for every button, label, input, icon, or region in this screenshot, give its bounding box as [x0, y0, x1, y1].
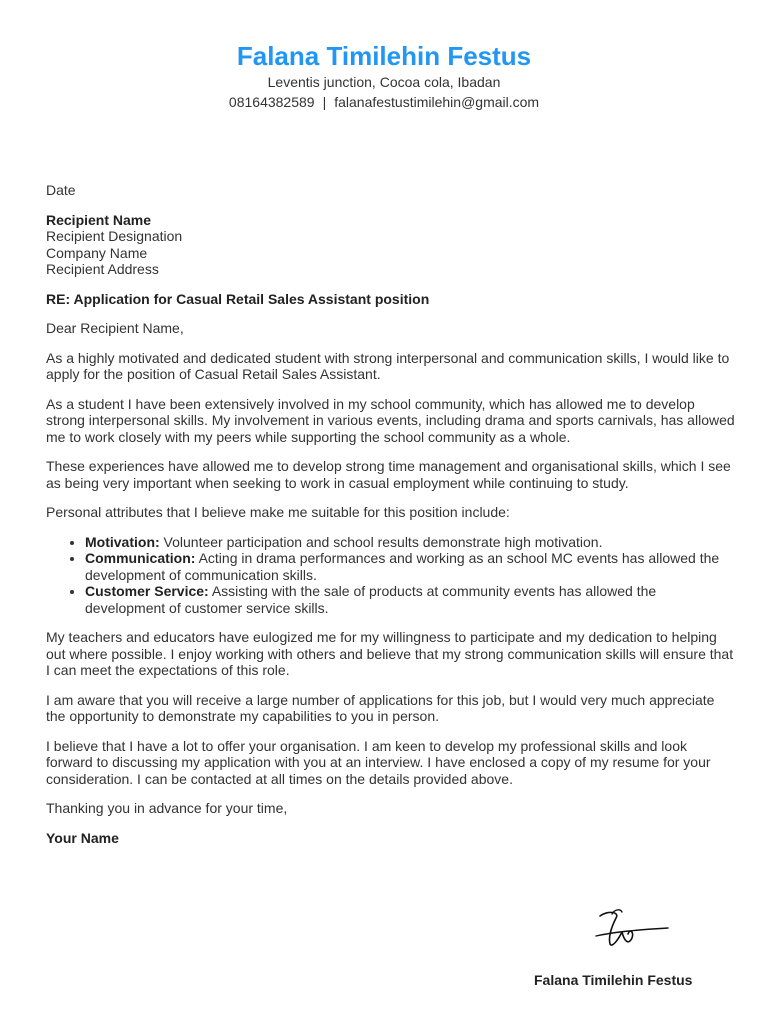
paragraph: I am aware that you will receive a large number of applications for this job, but I would very much appreciate the opportunity to demonstrate my capabilities to you in person.: [46, 691, 715, 724]
attribute-label: Customer Service:: [85, 583, 209, 599]
paragraph: These experiences have allowed me to develop strong time management and organisational skills, which I see as being very important when seeking to work in casual employment while continuing to study.: [46, 458, 731, 491]
sender-phone: 08164382589: [228, 94, 315, 110]
signed-name: Falana Timilehin Festus: [534, 972, 693, 988]
letter-date: Date: [46, 182, 76, 198]
recipient-name: Recipient Name: [46, 211, 152, 228]
paragraph: As a highly motivated and dedicated student with strong interpersonal and communication skills, I would like to apply for the position of Casual Retail Sales Assistant.: [46, 349, 730, 382]
letter-body: [46, 182, 736, 859]
paragraph: I believe that I have a lot to offer your organisation. I am keen to develop my professional skills and look forward to discussing my application with you at an interview. I have enclosed a copy of my resume for your consideration. I can be contacted at all times on the details provided above.: [46, 737, 711, 787]
recipient-designation: Recipient Designation: [46, 228, 183, 244]
letter-subject: RE: Application for Casual Retail Sales Assistant position: [46, 290, 430, 307]
recipient-address: Recipient Address: [46, 261, 159, 277]
sign-off-name: Your Name: [46, 829, 119, 846]
attribute-label: Motivation:: [85, 533, 160, 550]
recipient-company: Company Name: [46, 244, 148, 261]
recipient-block: [46, 212, 736, 278]
sender-contact: [0, 92, 768, 112]
attribute-text: Acting in drama performances and working as an school MC events has allowed the development of communication skills.: [85, 550, 720, 583]
paragraph: My teachers and educators have eulogized me for my willingness to participate and my dedication to helping out where possible. I enjoy working with others and believe that my strong communication skills will ensure that I can meet the expectations of this role.: [46, 629, 734, 678]
letter-header: [0, 40, 768, 112]
handwritten-signature: [594, 906, 674, 952]
attributes-list: [46, 534, 736, 617]
paragraph: Thanking you in advance for your time,: [46, 800, 288, 816]
list-item: [85, 534, 736, 551]
contact-separator: |: [322, 94, 327, 110]
sender-email: falanafestustimilehin@gmail.com: [334, 94, 540, 110]
attribute-label: Communication:: [85, 550, 196, 566]
attribute-text: Volunteer participation and school results demonstrate high motivation.: [159, 533, 603, 550]
paragraph: Personal attributes that I believe make me suitable for this position include:: [46, 504, 510, 520]
paragraph: As a student I have been extensively involved in my school community, which has allowed me to develop strong interpersonal skills. My involvement in various events, including drama and sports carnivals, has allowed me to work closely with my peers while supporting the school community as a whole.: [46, 395, 735, 445]
sender-name: Falana Timilehin Festus: [236, 41, 532, 71]
letter-salutation: Dear Recipient Name,: [46, 320, 184, 336]
attribute-text: Assisting with the sale of products at community events has allowed the development of customer service skills.: [85, 583, 657, 616]
list-item: [85, 550, 736, 583]
sender-address: Leventis junction, Cocoa cola, Ibadan: [267, 74, 501, 90]
list-item: [85, 583, 736, 616]
